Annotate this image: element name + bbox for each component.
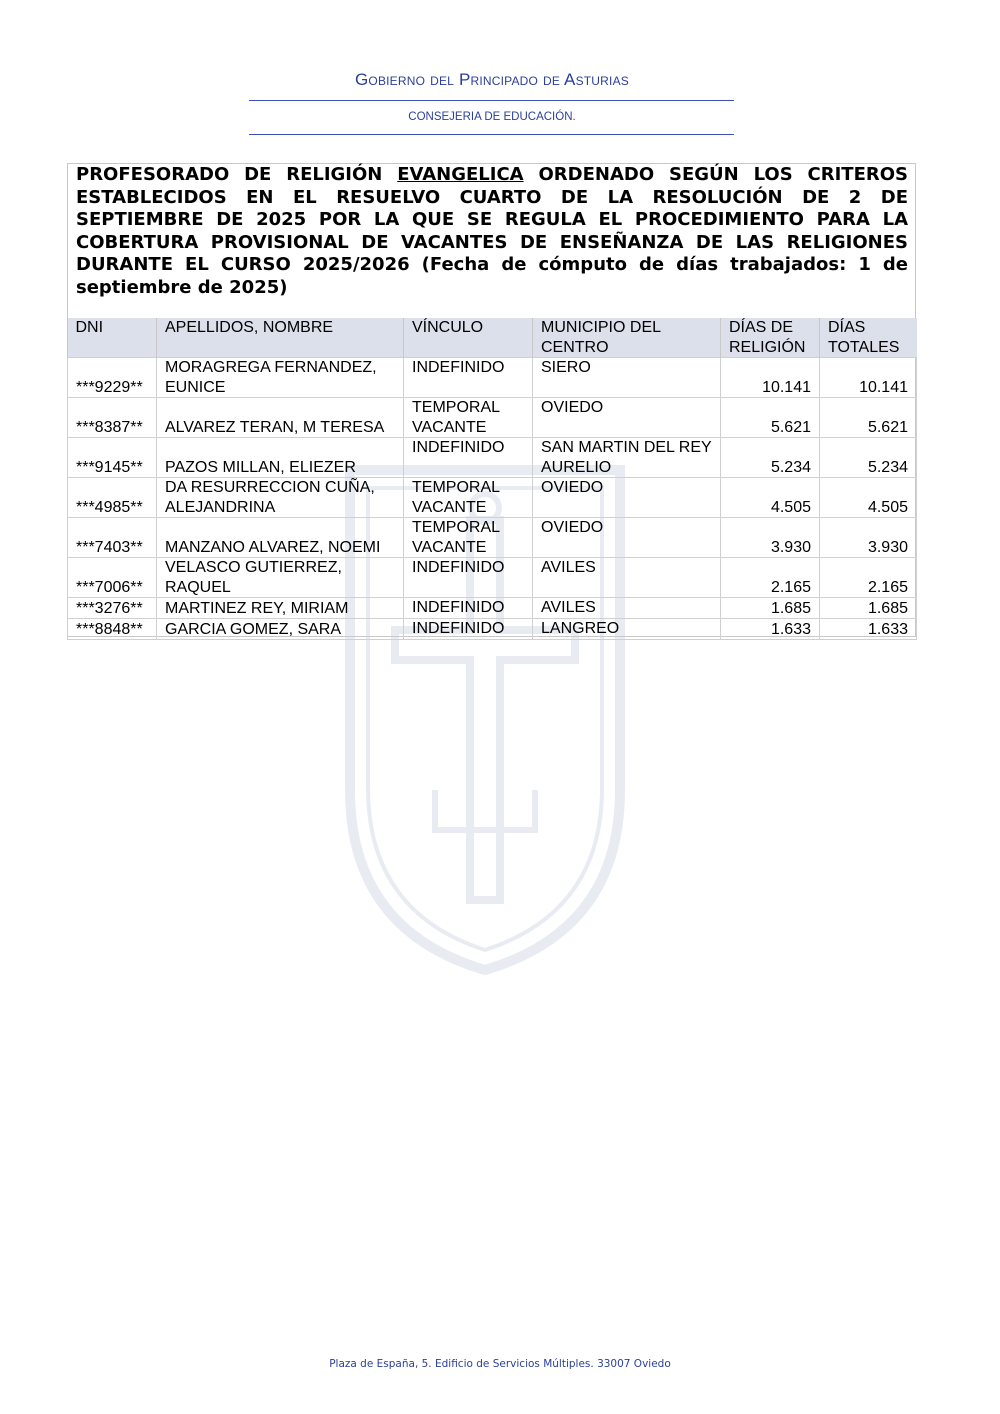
cell-name: PAZOS MILLAN, ELIEZER: [157, 438, 404, 478]
footer-address: Plaza de España, 5. Edificio de Servicios Múltiples. 33007 Oviedo: [329, 1358, 671, 1370]
table-header-row: [68, 318, 917, 358]
cell-municipio: SIERO: [533, 358, 721, 398]
cell-dias-totales: 3.930: [820, 518, 917, 558]
cell-name: MARTINEZ REY, MIRIAM: [157, 598, 404, 619]
cell-name: MORAGREGA FERNANDEZ, EUNICE: [157, 358, 404, 398]
government-name: Gobierno del Principado de Asturias: [354, 70, 629, 89]
cell-municipio: OVIEDO: [533, 398, 721, 438]
cell-name: VELASCO GUTIERREZ, RAQUEL: [157, 558, 404, 598]
cell-name: DA RESURRECCION CUÑA, ALEJANDRINA: [157, 478, 404, 518]
cell-municipio: LANGREO: [533, 619, 721, 640]
cell-vinculo: INDEFINIDO: [404, 598, 533, 619]
cell-vinculo: INDEFINIDO: [404, 358, 533, 398]
header-rule-top: [249, 100, 734, 101]
cell-dias-totales: 10.141: [820, 358, 917, 398]
document-title: [76, 164, 908, 300]
department-name: CONSEJERIA DE EDUCACIÓN.: [408, 111, 576, 123]
cell-dias-religion: 3.930: [721, 518, 820, 558]
cell-dni: ***7006**: [68, 558, 157, 598]
cell-dni: ***8848**: [68, 619, 157, 640]
cell-vinculo: TEMPORAL VACANTE: [404, 478, 533, 518]
cell-dias-totales: 4.505: [820, 478, 917, 518]
cell-name: ALVAREZ TERAN, M TERESA: [157, 398, 404, 438]
cell-municipio: AVILES: [533, 598, 721, 619]
cell-dias-religion: 1.633: [721, 619, 820, 640]
title-rest: ORDENADO SEGÚN LOS CRITEROS ESTABLECIDOS EN EL RESUELVO CUARTO DE LA RESOLUCIÓN DE 2 DE SEPTIEMBRE DE 2025 POR LA QUE SE REGULA EL PROCEDIMIENTO PARA LA COBERTURA PROVISIONAL DE VACANTES DE ENSEÑANZA DE LAS RELIGIONES DURANTE EL CURSO 2025/2026 (Fecha de cómputo de días trabajados: 1 de septiembre de 2025): [76, 164, 908, 298]
cell-vinculo: INDEFINIDO: [404, 558, 533, 598]
title-religion: EVANGELICA: [397, 164, 524, 185]
title-prefix: PROFESORADO DE RELIGIÓN: [76, 164, 398, 185]
cell-dni: ***3276**: [68, 598, 157, 619]
cell-dias-religion: 5.234: [721, 438, 820, 478]
cell-name: MANZANO ALVAREZ, NOEMI: [157, 518, 404, 558]
header-name: APELLIDOS, NOMBRE: [157, 318, 404, 358]
table-row: [68, 558, 917, 598]
header-dni: DNI: [68, 318, 157, 358]
cell-dni: ***7403**: [68, 518, 157, 558]
cell-municipio: OVIEDO: [533, 478, 721, 518]
cell-dni: ***4985**: [68, 478, 157, 518]
cell-vinculo: INDEFINIDO: [404, 438, 533, 478]
table-row: [68, 478, 917, 518]
header-rule-bottom: [249, 134, 734, 135]
teachers-table: [67, 318, 917, 640]
cell-dias-totales: 5.234: [820, 438, 917, 478]
cell-municipio: OVIEDO: [533, 518, 721, 558]
cell-dni: ***9229**: [68, 358, 157, 398]
cell-dias-religion: 1.685: [721, 598, 820, 619]
header-municipio: MUNICIPIO DEL CENTRO: [533, 318, 721, 358]
header-dias-religion: DÍAS DE RELIGIÓN: [721, 318, 820, 358]
cell-municipio: AVILES: [533, 558, 721, 598]
header-dias-totales: DÍAS TOTALES: [820, 318, 917, 358]
cell-dias-totales: 1.685: [820, 598, 917, 619]
cell-municipio: SAN MARTIN DEL REY AURELIO: [533, 438, 721, 478]
table-row: [68, 518, 917, 558]
cell-dias-totales: 1.633: [820, 619, 917, 640]
table-row: [68, 438, 917, 478]
table-row: [68, 398, 917, 438]
cell-dias-religion: 10.141: [721, 358, 820, 398]
cell-dias-totales: 5.621: [820, 398, 917, 438]
cell-name: GARCIA GOMEZ, SARA: [157, 619, 404, 640]
table-row: [68, 598, 917, 619]
cell-vinculo: INDEFINIDO: [404, 619, 533, 640]
cell-vinculo: TEMPORAL VACANTE: [404, 398, 533, 438]
cell-dias-religion: 5.621: [721, 398, 820, 438]
cell-dias-totales: 2.165: [820, 558, 917, 598]
cell-vinculo: TEMPORAL VACANTE: [404, 518, 533, 558]
header-vinculo: VÍNCULO: [404, 318, 533, 358]
cell-dni: ***8387**: [68, 398, 157, 438]
cell-dni: ***9145**: [68, 438, 157, 478]
cell-dias-religion: 4.505: [721, 478, 820, 518]
table-row: [68, 619, 917, 640]
table-row: [68, 358, 917, 398]
cell-dias-religion: 2.165: [721, 558, 820, 598]
